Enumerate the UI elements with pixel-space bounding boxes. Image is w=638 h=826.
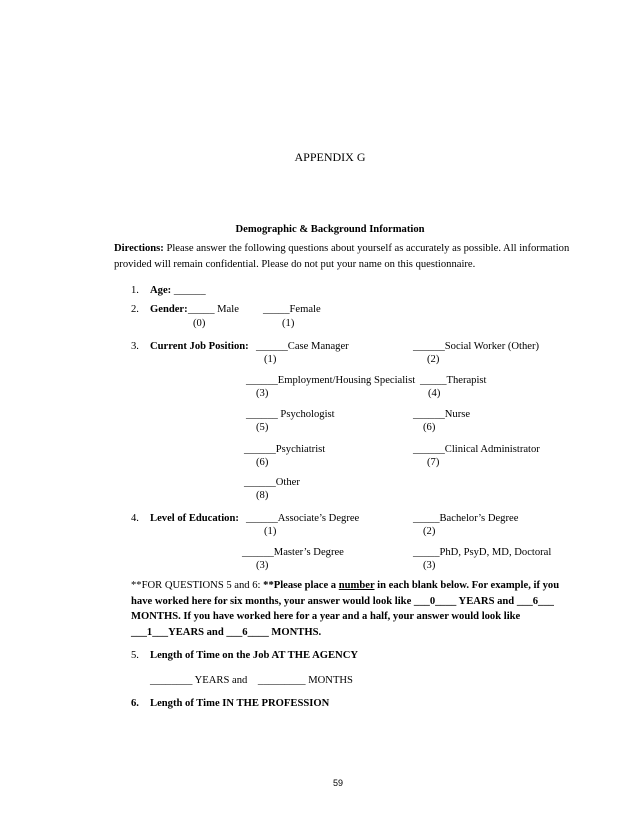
job-case-manager-code: (1) — [264, 354, 277, 365]
q1-number: 1. — [131, 285, 139, 296]
q4-label: Level of Education: — [150, 513, 239, 524]
note-line-1 — [131, 580, 559, 591]
edu-doctoral-option[interactable]: _____PhD, PsyD, MD, Doctoral — [413, 547, 552, 558]
q1-row — [150, 285, 206, 296]
job-therapist-code: (4) — [428, 388, 441, 399]
job-other-code: (8) — [256, 490, 269, 501]
q1-label: Age: — [150, 285, 172, 296]
note-example-years: ___0____ — [413, 596, 457, 607]
q2-number: 2. — [131, 304, 139, 315]
q5-label: Length of Time on the Job AT THE AGENCY — [150, 650, 358, 661]
age-input[interactable]: ______ — [173, 285, 206, 296]
note-line-2 — [131, 596, 554, 607]
edu-associates-code: (1) — [264, 526, 277, 537]
job-psychologist-code: (5) — [256, 422, 269, 433]
note-l4-c: MONTHS. — [268, 627, 322, 638]
appendix-title: APPENDIX G — [294, 150, 366, 164]
note-l1-b: in each blank below. For example, if you — [374, 580, 560, 591]
job-clinical-admin-option[interactable]: ______Clinical Administrator — [413, 444, 540, 455]
q5-number: 5. — [131, 650, 139, 661]
page-number: 59 — [332, 778, 343, 788]
note-l2-a: have worked here for six months, your answer would look like — [131, 596, 414, 607]
q3-label: Current Job Position: — [150, 341, 249, 352]
edu-associates-option[interactable]: ______Associate’s Degree — [246, 513, 360, 524]
note-example2-years: ___1___ — [131, 627, 169, 638]
edu-doctoral-code: (3) — [423, 560, 436, 571]
job-therapist-option[interactable]: _____Therapist — [420, 375, 487, 386]
note-l2-c: YEARS and — [456, 596, 517, 607]
job-clinical-admin-code: (7) — [427, 457, 440, 468]
note-example2-months: ___6____ — [226, 627, 269, 638]
job-social-worker-code: (2) — [427, 354, 440, 365]
note-l1-a: **Please place a — [263, 580, 339, 591]
note-prefix: **FOR QUESTIONS 5 and 6: — [131, 580, 264, 591]
agency-time-input[interactable]: ________ YEARS and _________ MONTHS — [150, 675, 353, 686]
job-case-manager-option[interactable]: ______Case Manager — [256, 341, 349, 352]
q6-number: 6. — [131, 698, 139, 709]
note-line-3: MONTHS. If you have worked here for a year and a half, your answer would look like — [131, 611, 521, 622]
gender-female-code: (1) — [282, 318, 295, 329]
job-psychiatrist-option[interactable]: ______Psychiatrist — [244, 444, 326, 455]
job-psychiatrist-code: (6) — [256, 457, 269, 468]
edu-bachelors-code: (2) — [423, 526, 436, 537]
gender-male-option[interactable]: _____ Male — [188, 304, 239, 315]
note-example-months: ___6___ — [516, 596, 554, 607]
edu-masters-code: (3) — [256, 560, 269, 571]
job-other-option[interactable]: ______Other — [244, 477, 300, 488]
job-psychologist-option[interactable]: ______ Psychologist — [246, 409, 335, 420]
edu-masters-option[interactable]: ______Master’s Degree — [242, 547, 344, 558]
q3-number: 3. — [131, 341, 139, 352]
job-nurse-option[interactable]: ______Nurse — [413, 409, 471, 420]
directions-line-1 — [114, 243, 569, 254]
edu-bachelors-option[interactable]: _____Bachelor’s Degree — [413, 513, 519, 524]
note-number-word: number — [338, 580, 375, 591]
job-social-worker-option[interactable]: ______Social Worker (Other) — [413, 341, 540, 352]
q6-label: Length of Time IN THE PROFESSION — [150, 698, 330, 709]
section-title: Demographic & Background Information — [235, 224, 425, 235]
directions-label: Directions: — [114, 243, 164, 254]
note-line-4 — [131, 627, 321, 638]
gender-female-option[interactable]: _____Female — [263, 304, 321, 315]
q2-label: Gender: — [150, 304, 188, 315]
job-employment-specialist-option[interactable]: ______Employment/Housing Specialist — [246, 375, 416, 386]
directions-text-1: Please answer the following questions about yourself as accurately as possible. All information — [163, 243, 570, 254]
note-l4-a: YEARS and — [168, 627, 227, 638]
gender-male-code: (0) — [193, 318, 206, 329]
directions-line-2: provided will remain confidential. Please do not put your name on this questionnaire. — [114, 259, 476, 270]
q4-number: 4. — [131, 513, 139, 524]
job-employment-specialist-code: (3) — [256, 388, 269, 399]
job-nurse-code: (6) — [423, 422, 436, 433]
